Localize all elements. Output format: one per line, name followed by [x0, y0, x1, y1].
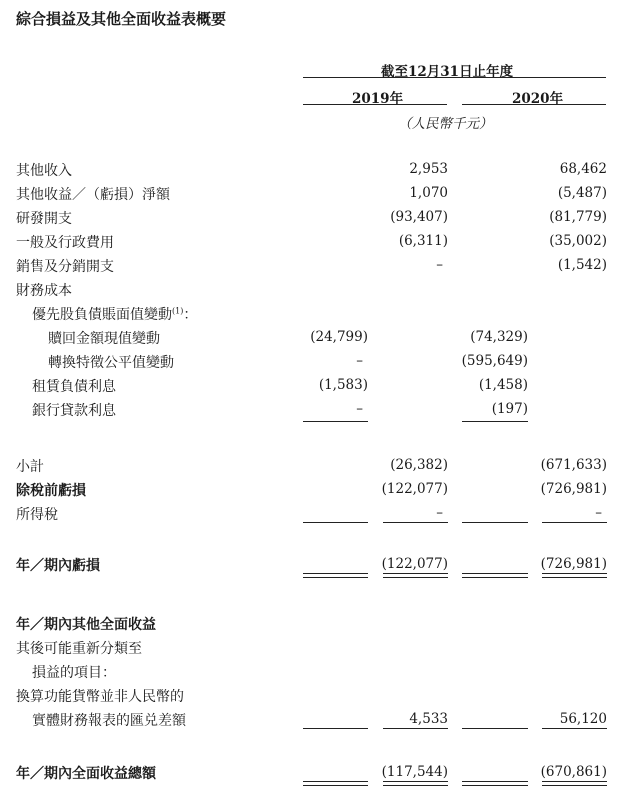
cell-2019: (122,077) — [381, 481, 448, 497]
row-label: 換算功能貨幣並非人民幣的 — [16, 689, 184, 705]
subtotal-rule — [303, 421, 368, 422]
double-rule — [383, 781, 448, 786]
cell-2019: 4,533 — [409, 711, 448, 727]
year-2019-header: 2019年 — [352, 91, 404, 107]
row-label: 銀行貸款利息 — [32, 403, 116, 419]
rule — [462, 728, 528, 729]
cell-2019-sub: – — [356, 401, 363, 417]
row-label: 小計 — [16, 459, 44, 475]
cell-2020: (671,633) — [540, 457, 607, 473]
year-2019-underline — [303, 104, 447, 105]
rule — [383, 522, 448, 523]
cell-2020-sub: (197) — [491, 401, 528, 417]
row-label: 優先股負債賬面值變動 — [32, 307, 172, 323]
row-label: 損益的項目： — [32, 665, 116, 681]
period-underline — [303, 77, 606, 78]
footnote-marker: (1) — [172, 306, 184, 316]
row-label: 除稅前虧損 — [16, 483, 86, 499]
row-label: 年／期內全面收益總額 — [16, 766, 156, 782]
cell-2020: (81,779) — [549, 209, 607, 225]
cell-2020: (5,487) — [557, 185, 607, 201]
cell-2020: – — [595, 505, 602, 521]
row-label: 實體財務報表的匯兑差額 — [32, 713, 186, 729]
year-2020-header: 2020年 — [512, 91, 564, 107]
year-2020-underline — [462, 104, 606, 105]
cell-2020: (726,981) — [540, 556, 607, 572]
row-label: 一般及行政費用 — [16, 235, 114, 251]
cell-2019: (117,544) — [381, 764, 448, 780]
rule — [303, 728, 368, 729]
cell-2020: 68,462 — [559, 161, 607, 177]
cell-2019: – — [436, 505, 443, 521]
cell-2020-sub: (74,329) — [470, 329, 528, 345]
period-header: 截至12月31日止年度 — [381, 64, 514, 80]
row-label-suffix: ： — [183, 307, 198, 323]
page-title: 綜合損益及其他全面收益表概要 — [16, 10, 227, 28]
row-label: 贖回金額現值變動 — [48, 331, 160, 347]
double-rule — [542, 781, 607, 786]
rule — [383, 728, 448, 729]
row-label: 其他收益／（虧損）淨額 — [16, 187, 170, 203]
cell-2020-sub: (1,458) — [478, 377, 528, 393]
rule — [462, 522, 528, 523]
rule — [542, 728, 607, 729]
cell-2019: (26,382) — [390, 457, 448, 473]
row-label: 年／期內其他全面收益 — [16, 617, 156, 633]
cell-2020: 56,120 — [559, 711, 607, 727]
row-label-with-note — [32, 304, 197, 324]
rule — [542, 522, 607, 523]
double-rule — [303, 573, 368, 578]
cell-2020-sub: (595,649) — [461, 353, 528, 369]
row-label: 財務成本 — [16, 283, 72, 299]
row-label: 租賃負債利息 — [32, 379, 116, 395]
row-label: 其後可能重新分類至 — [16, 641, 142, 657]
subtotal-rule — [462, 421, 528, 422]
cell-2019: 1,070 — [409, 185, 448, 201]
cell-2020: (726,981) — [540, 481, 607, 497]
cell-2019: 2,953 — [409, 161, 448, 177]
cell-2019: (122,077) — [381, 556, 448, 572]
unit-label: （人民幣千元） — [398, 116, 493, 132]
double-rule — [303, 781, 368, 786]
cell-2020: (670,861) — [540, 764, 607, 780]
row-label: 銷售及分銷開支 — [16, 259, 114, 275]
cell-2020: (35,002) — [549, 233, 607, 249]
cell-2019: (6,311) — [398, 233, 448, 249]
cell-2020: (1,542) — [557, 257, 607, 273]
double-rule — [462, 573, 528, 578]
double-rule — [383, 573, 448, 578]
cell-2019-sub: (24,799) — [310, 329, 368, 345]
row-label: 其他收入 — [16, 163, 72, 179]
double-rule — [462, 781, 528, 786]
double-rule — [542, 573, 607, 578]
cell-2019-sub: (1,583) — [318, 377, 368, 393]
cell-2019: (93,407) — [390, 209, 448, 225]
rule — [303, 522, 368, 523]
row-label: 所得稅 — [16, 507, 58, 523]
row-label: 研發開支 — [16, 211, 72, 227]
row-label: 年／期內虧損 — [16, 558, 100, 574]
row-label: 轉換特徵公平值變動 — [48, 355, 174, 371]
cell-2019: – — [436, 257, 443, 273]
cell-2019-sub: – — [356, 353, 363, 369]
